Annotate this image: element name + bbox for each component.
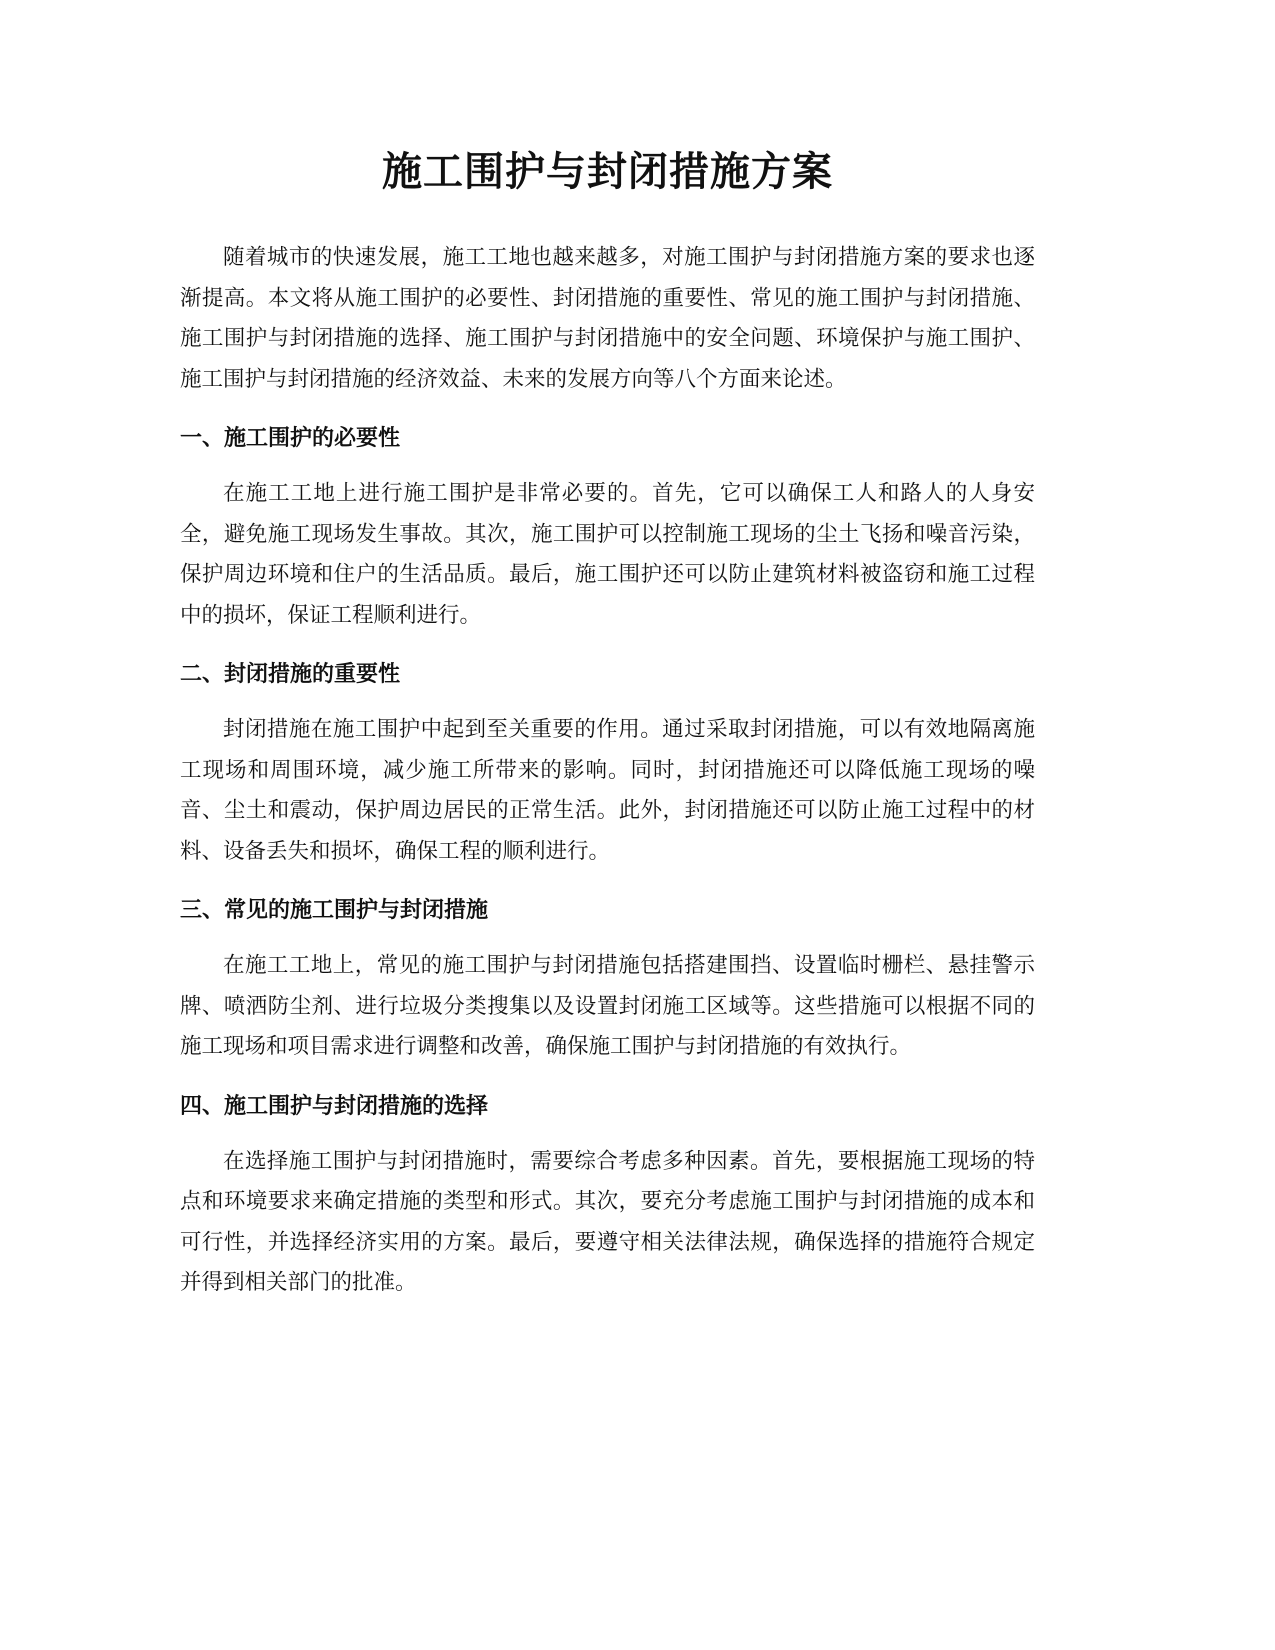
section-heading: 二、封闭措施的重要性 <box>180 662 401 687</box>
section-heading: 三、常见的施工围护与封闭措施 <box>180 898 489 923</box>
intro-paragraph: 随着城市的快速发展，施工工地也越来越多，对施工围护与封闭措施方案的要求也逐渐提高。本文将从施工围护的必要性、封闭措施的重要性、常见的施工围护与封闭措施、施工围护与封闭措施的选择、施工围护与封闭措施中的安全问题、环境保护与施工围护、施工围护与封闭措施的经济效益、未来的发展方向等八个方面来论述。 <box>180 245 1035 392</box>
section-selection <box>180 1092 1035 1304</box>
section-paragraph: 在施工工地上进行施工围护是非常必要的。首先，它可以确保工人和路人的人身安全，避免施工现场发生事故。其次，施工围护可以控制施工现场的尘土飞扬和噪音污染，保护周边环境和住户的生活品质。最后，施工围护还可以防止建筑材料被盗窃和施工过程中的损坏，保证工程顺利进行。 <box>180 481 1035 628</box>
section-importance <box>180 660 1035 872</box>
section-paragraph: 在施工工地上，常见的施工围护与封闭措施包括搭建围挡、设置临时栅栏、悬挂警示牌、喷洒防尘剂、进行垃圾分类搜集以及设置封闭施工区域等。这些措施可以根据不同的施工现场和项目需求进行调整和改善，确保施工围护与封闭措施的有效执行。 <box>180 953 1035 1059</box>
section-heading: 四、施工围护与封闭措施的选择 <box>180 1093 489 1119</box>
section-necessity <box>180 424 1035 636</box>
section-heading: 一、施工围护的必要性 <box>180 426 401 451</box>
section-common-measures <box>180 896 1035 1068</box>
document-body <box>180 140 1035 1304</box>
section-paragraph: 封闭措施在施工围护中起到至关重要的作用。通过采取封闭措施，可以有效地隔离施工现场和周围环境，减少施工所带来的影响。同时，封闭措施还可以降低施工现场的噪音、尘土和震动，保护周边居民的正常生活。此外，封闭措施还可以防止施工过程中的材料、设备丢失和损坏，确保工程的顺利进行。 <box>180 717 1035 864</box>
section-paragraph: 在选择施工围护与封闭措施时，需要综合考虑多种因素。首先，要根据施工现场的特点和环境要求来确定措施的类型和形式。其次，要充分考虑施工围护与封闭措施的成本和可行性，并选择经济实用的方案。最后，要遵守相关法律法规，确保选择的措施符合规定并得到相关部门的批准。 <box>180 1148 1035 1295</box>
document-title: 施工围护与封闭措施方案 <box>382 149 833 195</box>
